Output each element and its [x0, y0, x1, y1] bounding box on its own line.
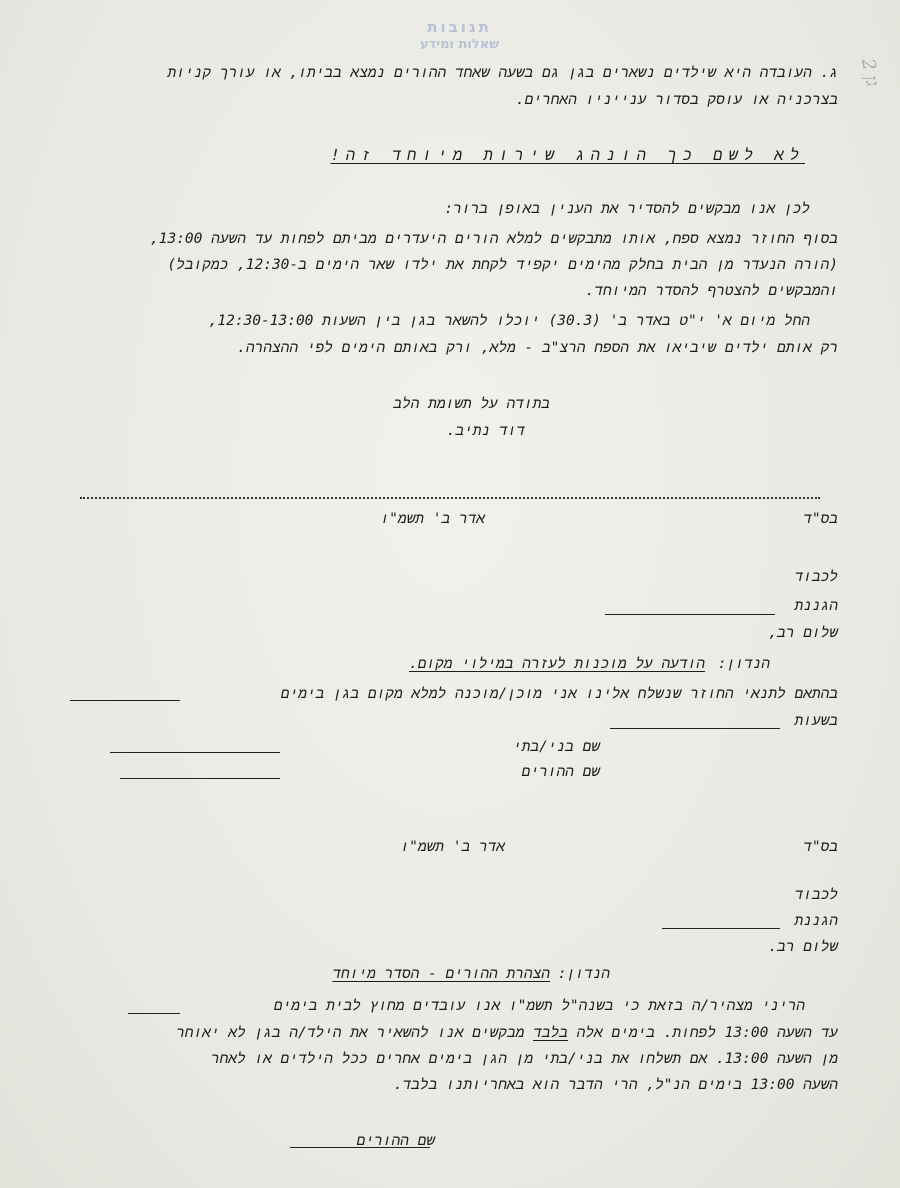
form1-subject: הודעה על מוכנות לעזרה במילוי מקום. [408, 656, 705, 672]
from-date-line-1: החל מיום א' י"ט באדר ב' (30.3) יוכלו להשאר בגן בין השעות 12:30-13:00, [208, 313, 810, 329]
thanks-line: בתודה על תשומת הלב [393, 396, 550, 412]
stamp-line-1: תגובות [427, 18, 492, 36]
form2-subject: הצהרת ההורים - הסדר מיוחד [332, 966, 550, 982]
handwritten-margin-note: גן 2 [857, 57, 883, 88]
body-line-3: והמבקשים להצטרף להסדר המיוחד. [585, 283, 838, 299]
form2-body-line-1: הריני מצהיר/ה בזאת כי בשנה"ל תשמ"ו אנו עובדים מחוץ לבית בימים [273, 998, 805, 1014]
body-line-2: (הורה הנעדר מן הבית בחלק מהימים יקפיד לקחת את ילדו שאר הימים ב-12:30, כמקובל) [167, 257, 838, 273]
form2-parents-label: שם ההורים [356, 1133, 435, 1149]
ink-stamp [420, 18, 499, 54]
form1-to: לכבוד [794, 569, 838, 585]
paragraph-g-line-1: ג. העובדה היא שילדים נשארים בגן גם בשעה שאחד ההורים נמצא בביתו, או עורך קניות [167, 65, 838, 81]
form2-body-line-2 [176, 1024, 838, 1042]
form2-teacher-label: הגננת [794, 913, 838, 929]
emphasis-heading: לא לשם כך הונהג שירות מיוחד זה! [330, 146, 805, 164]
form1-date: אדר ב' תשמ"ו [380, 511, 485, 527]
form2-greeting: שלום רב. [768, 939, 838, 955]
form1-body-line-1: בהתאם לתנאי החוזר שנשלח אלינו אני מוכן/מוכנה למלא מקום בגן בימים [280, 686, 838, 702]
form2-body-line-3: מן השעה 13:00. אם תשלחו את בני/בתי מן הגן בימים אחרים ככל הילדים או לאחר [210, 1051, 838, 1067]
form2-teacher-name-field[interactable] [662, 928, 780, 929]
form2-date: אדר ב' תשמ"ו [400, 839, 505, 855]
form1-days-field[interactable] [70, 700, 180, 701]
form1-hours-label: בשעות [794, 713, 838, 729]
form2-to: לכבוד [794, 887, 838, 903]
form2-body-line-2-start: עד השעה 13:00 לפחות. בימים אלה [567, 1025, 838, 1041]
form2-days-field[interactable] [128, 1013, 180, 1014]
form1-subject-label: הנדון: [717, 656, 770, 672]
form2-parents-name-field[interactable] [290, 1147, 430, 1148]
form1-greeting: שלום רב, [768, 625, 838, 641]
tear-off-dotted-line [80, 497, 820, 499]
form1-hours-field[interactable] [610, 728, 780, 729]
signature: דוד נתיב. [446, 423, 525, 439]
form2-only-emphasis: בלבד [533, 1025, 568, 1041]
form1-child-name-field[interactable] [110, 752, 280, 753]
from-date-line-2: רק אותם ילדים שיביאו את הספח הרצ"ב - מלא, ורק באותם הימים לפי ההצהרה. [237, 340, 838, 356]
form1-parents-name-field[interactable] [120, 778, 280, 779]
form1-teacher-name-field[interactable] [605, 614, 775, 615]
request-intro: לכן אנו מבקשים להסדיר את הענין באופן ברור: [444, 201, 810, 217]
paragraph-g-line-2: בצרכניה או עוסק בסדור ענייניו האחרים. [515, 92, 838, 108]
form1-parents-label: שם ההורים [521, 764, 600, 780]
form1-child-label: שם בני/בתי [512, 739, 600, 755]
form2-body-line-2-end: מבקשים אנו להשאיר את הילד/ה בגן לא יאוחר [176, 1025, 534, 1041]
form1-bsd: בס"ד [803, 511, 838, 527]
stamp-line-2: שאלות ומידע [420, 37, 500, 52]
form2-body-line-4: השעה 13:00 בימים הנ"ל, הרי הדבר הוא באחריותנו בלבד. [393, 1077, 838, 1093]
form1-teacher-label: הגננת [794, 598, 838, 614]
form2-bsd: בס"ד [803, 839, 838, 855]
body-line-1: בסוף החוזר נמצא ספח, אותו מתבקשים למלא הורים היעדרים מביתם לפחות עד השעה 13:00, [150, 231, 838, 247]
form2-subject-label: הנדון: [557, 966, 610, 982]
